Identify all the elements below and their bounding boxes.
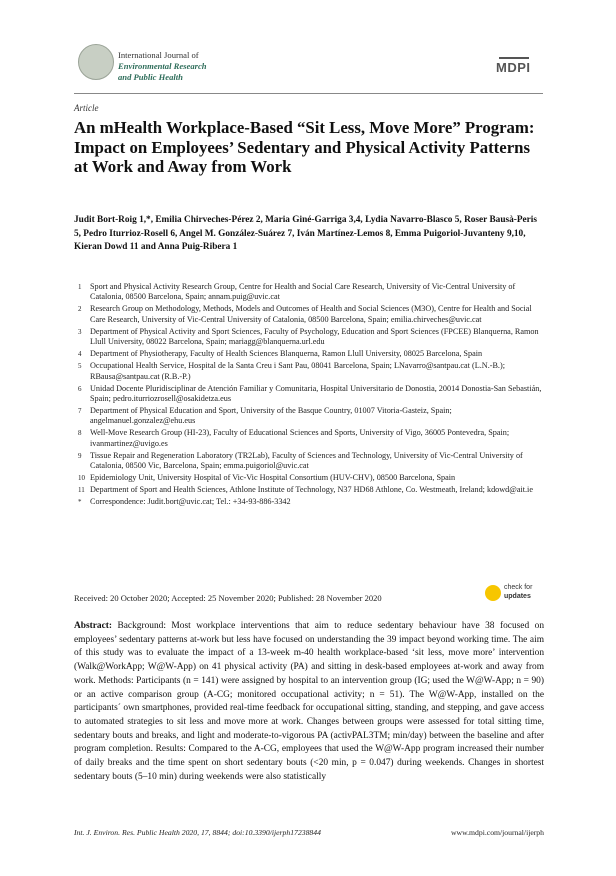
check-updates-line2: updates (504, 593, 531, 600)
affiliation-item (74, 349, 544, 359)
affiliation-text: Department of Physical Education and Sport, University of the Basque Country, 01007 Vitoria-Gasteiz, Spain; angelmanuel.gonzalez@ehu.eus (90, 406, 452, 426)
affiliation-number: 11 (78, 486, 85, 495)
author-list: Judit Bort-Roig 1,*, Emilia Chirveches-Pérez 2, Maria Giné-Garriga 3,4, Lydia Navarro-Blasco 5, Roser Bausà-Peris 5, Pedro Iturrioz-Rosell 6, Angel M. González-Suárez 7, Iván Martínez-Lemos 8, Emma Puigoriol-Juvanteny 9,10, Kieran Dowd 11 and Anna Puig-Ribera 1 (74, 215, 537, 252)
journal-line1: International Journal of (118, 50, 199, 60)
abstract (74, 620, 544, 784)
affiliation-item (74, 304, 544, 325)
affiliation-number: 1 (78, 283, 82, 291)
check-updates-line1: check for (504, 584, 533, 591)
affiliation-item (74, 451, 544, 472)
affiliation-item (74, 327, 544, 348)
page-footer (74, 828, 544, 837)
affiliation-number: * (78, 498, 82, 507)
affiliation-number: 5 (78, 362, 82, 371)
journal-line3: and Public Health (118, 72, 183, 82)
journal-logo (78, 44, 114, 80)
paper-title: An mHealth Workplace-Based “Sit Less, Move More” Program: Impact on Employees’ Sedentary and Physical Activity Patterns at Work and Away from Work (74, 118, 535, 176)
article-type: Article (74, 103, 99, 113)
affiliation-number: 6 (78, 384, 82, 393)
affiliation-item (74, 497, 544, 507)
affiliation-number: 7 (78, 407, 82, 416)
affiliation-item (74, 473, 544, 483)
journal-name (118, 50, 207, 83)
affiliation-text: Occupational Health Service, Hospital de la Santa Creu i Sant Pau, 08041 Barcelona, Spain; LNavarro@santpau.cat (L.N.-B.); RBausa@santpau.cat (R.B.-P.) (90, 361, 505, 381)
affiliation-item (74, 361, 544, 382)
affiliation-text: Tissue Repair and Regeneration Laboratory (TR2Lab), Faculty of Sciences and Technology, University of Vic-Central University of Catalonia, 08500 Vic, Barcelona, Spain; emma.puigoriol@uvic.cat (90, 450, 523, 471)
affiliation-item (74, 428, 544, 449)
affiliation-item (74, 384, 544, 405)
affiliation-item (74, 485, 544, 495)
affiliation-text: Correspondence: Judit.bort@uvic.cat; Tel.: +34-93-886-3342 (90, 497, 291, 507)
affiliation-text: Department of Physical Activity and Sport Sciences, Faculty of Psychology, Education and Sport Sciences (FPCEE) Blanquerna, Ramon Llull University, 08022 Barcelona, Spain; mariagg@blanquerna.url.edu (90, 326, 539, 347)
abstract-label: Abstract: (74, 621, 113, 631)
affiliation-number: 10 (78, 474, 85, 483)
affiliation-text: Department of Sport and Health Sciences, Athlone Institute of Technology, N37 HD68 Athlone, Co. Westmeath, Ireland; kdowd@ait.ie (90, 485, 533, 495)
footer-url[interactable]: www.mdpi.com/journal/ijerph (450, 828, 544, 837)
header-rule (74, 93, 543, 94)
check-updates-icon (485, 585, 501, 601)
affiliation-text: Unidad Docente Pluridisciplinar de Atención Familiar y Comunitaria, Hospital Universitario de Donostia, 20014 Donostia-San Sebastián, Spain; pedro.iturriozrosell@osakidetza.eus (90, 383, 542, 404)
publisher-logo: MDPI (496, 60, 531, 75)
footer-citation: Int. J. Environ. Res. Public Health 2020, 17, 8844; doi:10.3390/ijerph17238844 (74, 828, 321, 837)
affiliation-text: Well-Move Research Group (HI-23), Faculty of Educational Sciences and Sports, University of Vigo, 36005 Pontevedra, Spain; ivanmartinez@uvigo.es (90, 428, 510, 448)
affiliation-item (74, 282, 544, 303)
affiliation-text: Research Group on Methodology, Methods, Models and Outcomes of Health and Social Sciences (M3O), Centre for Health and Social Care Research, University of Vic-Central University of Catalonia, 08500 Barcelona, Spain; emilia.chirveches@uvic.cat (90, 304, 532, 324)
journal-line2: Environmental Research (118, 61, 207, 71)
affiliation-number: 3 (78, 327, 82, 336)
affiliation-number: 4 (78, 350, 82, 359)
abstract-text: Background: Most workplace interventions that aim to reduce sedentary behaviour have 38 focused on employees’ sedentary patterns at-work but less have focused on understanding the 39 impact beyond working time. The aim of this study was to evaluate the impact of a 13-week m-40 health workplace-based ‘sit less, move more’ intervention (Walk@WorkApp; W@W-App) on 41 physical activity (PA) and sitting in desk-based employees at-work and away from work. Methods: Participants (n = 141) were assigned by hospital to an intervention group (IG; used the W@W-App; n = 90) or an active comparison group (A-CG; monitored occupational activity; n = 51). The W@W-App, installed on the participants´ own smartphones, provided real-time feedback for occupational sitting, standing, and stepping, and gave access to automated strategies to sit less and move more at work. Changes between groups were assessed for total sitting time, sedentary bouts and breaks, and light and moderate-to-vigorous PA (activPAL3TM; min/day) between the baseline and after program completion. Results: Compared to the A-CG, employees that used the W@W-App program increased their number of daily breaks and the time spent on short sedentary bouts (<20 min, p = 0.047) during weekends. Changes in shortest sedentary bouts (5–10 min) during weekends were also statistically (74, 621, 545, 782)
affiliations (74, 282, 544, 509)
affiliation-item (74, 406, 544, 427)
affiliation-text: Sport and Physical Activity Research Group, Centre for Health and Social Care Research, University of Vic-Central University of Catalonia, 08500 Barcelona, Spain; annam.puig@uvic.cat (90, 282, 516, 302)
affiliation-text: Epidemiology Unit, University Hospital of Vic-Vic Hospital Consortium (HUV-CHV), 08500 Barcelona, Spain (90, 473, 456, 483)
mdpi-logo-bar (499, 57, 529, 59)
affiliation-number: 2 (78, 305, 82, 314)
check-for-updates-badge[interactable] (485, 583, 543, 605)
affiliation-text: Department of Physiotherapy, Faculty of Health Sciences Blanquerna, Ramon Llull University, 08025 Barcelona, Spain (90, 349, 483, 359)
affiliation-number: 9 (78, 451, 82, 460)
publication-dates: Received: 20 October 2020; Accepted: 25 November 2020; Published: 28 November 2020 (74, 593, 382, 603)
affiliation-number: 8 (78, 429, 82, 438)
